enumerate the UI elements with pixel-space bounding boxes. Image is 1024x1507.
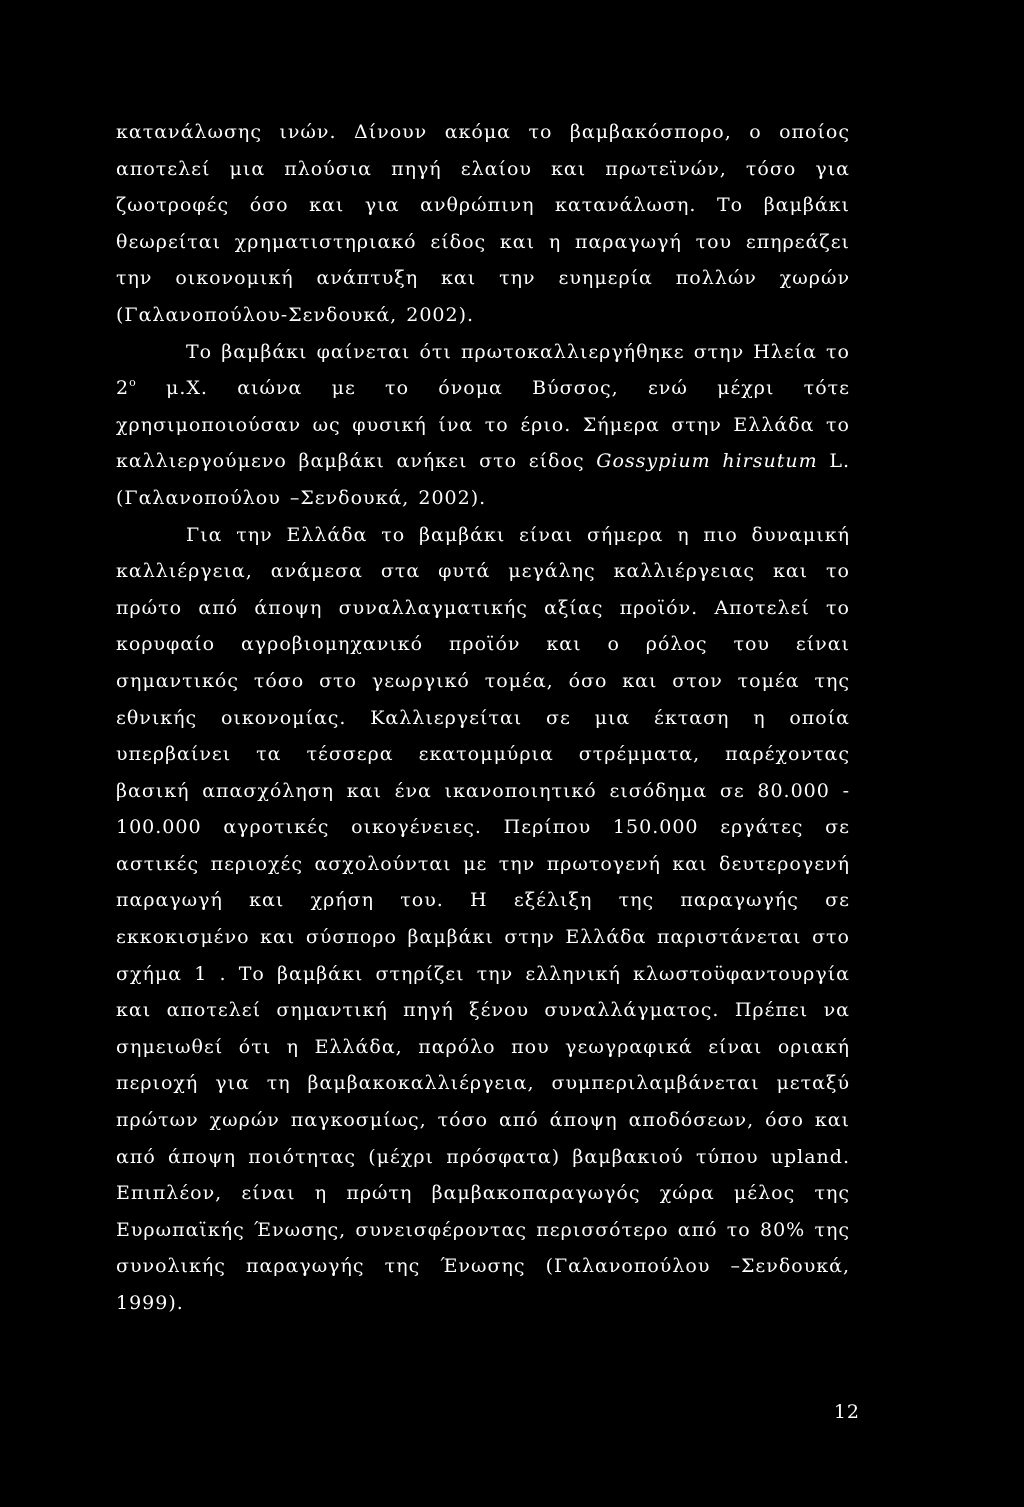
paragraph-history: [116, 334, 850, 517]
page-number: 12: [833, 1401, 860, 1423]
paragraph-greece-importance: Για την Ελλάδα το βαμβάκι είναι σήμερα η πιο δυναμική καλλιέργεια, ανάμεσα στα φυτά μεγάλης καλλιέργειας και το πρώτο από άποψη συναλλαγματικής αξίας προϊόν. Αποτελεί το κορυφαίο αγροβιομηχανικό προϊόν και ο ρόλος του είναι σημαντικός τόσο στο γεωργικό τομέα, όσο και στον τομέα της εθνικής οικονομίας. Καλλιεργείται σε μια έκταση η οποία υπερβαίνει τα τέσσερα εκατομμύρια στρέμματα, παρέχοντας βασική απασχόληση και ένα ικανοποιητικό εισόδημα σε 80.000 - 100.000 αγροτικές οικογένειες. Περίπου 150.000 εργάτες σε αστικές περιοχές ασχολούνται με την πρωτογενή και δευτερογενή παραγωγή και χρήση του. Η εξέλιξη της παραγωγής σε εκκοκισμένο και σύσπορο βαμβάκι στην Ελλάδα παριστάνεται στο σχήμα 1 . Το βαμβάκι στηρίζει την ελληνική κλωστοϋφαντουργία και αποτελεί σημαντική πηγή ξένου συναλλάγματος. Πρέπει να σημειωθεί ότι η Ελλάδα, παρόλο που γεωγραφικά είναι οριακή περιοχή για τη βαμβακοκαλλιέργεια, συμπεριλαμβάνεται μεταξύ πρώτων χωρών παγκοσμίως, τόσο από άποψη αποδόσεων, όσο και από άποψη ποιότητας (μέχρι πρόσφατα) βαμβακιού τύπου upland. Επιπλέον, είναι η πρώτη βαμβακοπαραγωγός χώρα μέλος της Ευρωπαϊκής Ένωσης, συνεισφέροντας περισσότερο από το 80% της συνολικής παραγωγής της Ένωσης (Γαλανοπούλου –Σενδουκά, 1999).: [116, 523, 850, 1314]
history-text-middle: μ.Χ. αιώνα με το όνομα Βύσσος, ενώ μέχρι τότε χρησιμοποιούσαν ως φυσική ίνα το έριο. Σήμερα στην Ελλάδα το καλλιεργούμενο βαμβάκι ανήκει στο είδος: [116, 377, 850, 473]
history-text-end: L. (Γαλανοπούλου –Σενδουκά, 2002).: [116, 450, 850, 509]
ordinal-superscript: ο: [129, 376, 137, 390]
species-name: Gossypium hirsutum: [596, 450, 818, 473]
body-text: [116, 114, 850, 1322]
history-text-start: Το βαμβάκι φαίνεται ότι πρωτοκαλλιεργήθηκε στην Ηλεία το 2: [116, 340, 850, 400]
paragraph-consumption: κατανάλωσης ινών. Δίνουν ακόμα το βαμβακόσπορο, ο οποίος αποτελεί μια πλούσια πηγή ελαίου και πρωτεϊνών, τόσο για ζωοτροφές όσο και για ανθρώπινη κατανάλωση. Το βαμβάκι θεωρείται χρηματιστηριακό είδος και η παραγωγή του επηρεάζει την οικονομική ανάπτυξη και την ευημερία πολλών χωρών (Γαλανοπούλου-Σενδουκά, 2002).: [116, 121, 850, 326]
